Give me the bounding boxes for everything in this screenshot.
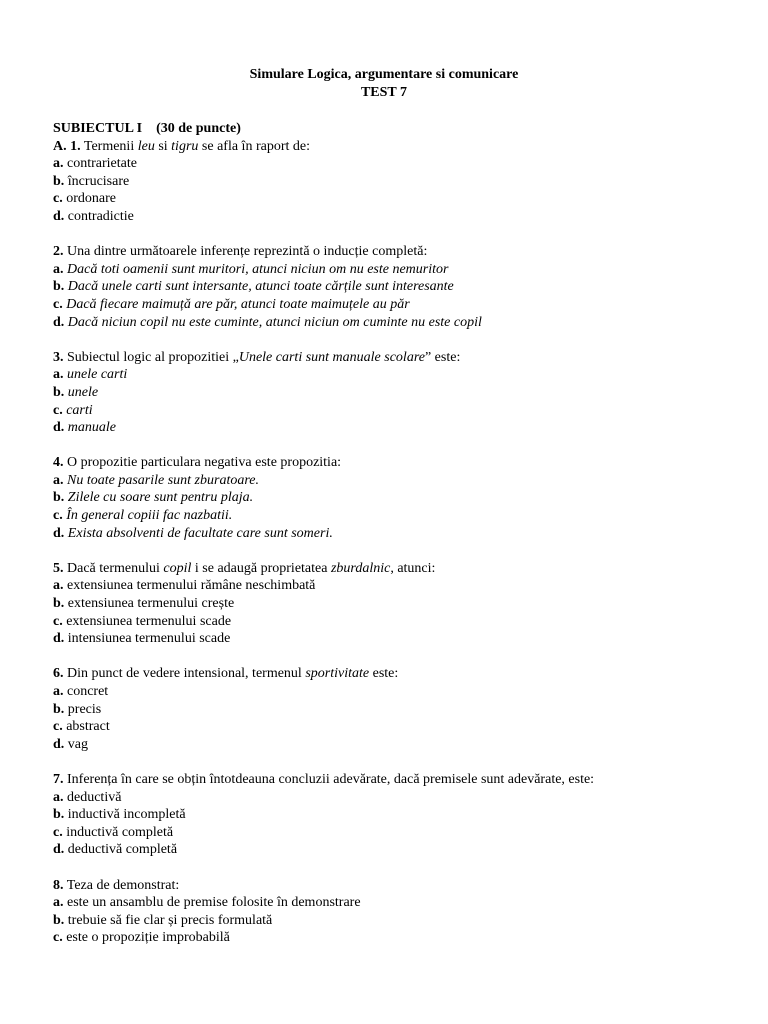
option-letter: a.: [53, 261, 64, 277]
option-letter: d.: [53, 208, 65, 224]
question-3: [53, 349, 743, 437]
option-a: [53, 894, 743, 912]
stem-text: Din punct de vedere intensional, termenul: [63, 666, 306, 682]
option-text: concret: [63, 684, 109, 699]
stem-term: tigru: [171, 138, 199, 154]
option-text: Dacă toti oamenii sunt muritori, atunci niciun om nu este nemuritor: [63, 261, 449, 277]
question-5-stem: [53, 560, 743, 578]
option-d: [53, 736, 743, 754]
option-letter: b.: [53, 701, 65, 717]
option-text: deductivă completă: [64, 842, 178, 858]
option-letter: a.: [53, 578, 64, 594]
option-letter: d.: [53, 525, 65, 541]
question-number: 7.: [53, 771, 64, 787]
stem-text: Una dintre următoarele inferențe reprezintă o inducție completă:: [63, 244, 428, 260]
option-b: [53, 701, 743, 719]
question-number: 5.: [53, 560, 64, 576]
option-letter: d.: [53, 842, 65, 858]
question-number: 6.: [53, 666, 64, 682]
option-letter: b.: [53, 490, 65, 506]
option-a: [53, 683, 743, 701]
option-a: [53, 155, 743, 173]
option-text: vag: [64, 736, 89, 752]
option-d: [53, 841, 743, 859]
option-b: [53, 278, 743, 296]
question-1: [53, 138, 743, 226]
option-text: contradictie: [64, 208, 134, 224]
option-c: [53, 929, 743, 947]
option-text: manuale: [64, 420, 117, 436]
option-b: [53, 806, 743, 824]
option-c: [53, 402, 743, 420]
question-4-stem: [53, 454, 743, 472]
option-letter: c.: [53, 296, 63, 312]
option-text: Exista absolventi de facultate care sunt someri.: [64, 525, 333, 541]
option-c: [53, 613, 743, 631]
option-b: [53, 384, 743, 402]
subject-header: SUBIECTUL I (30 de puncte): [53, 121, 241, 136]
stem-quote: Unele carti sunt manuale scolare: [238, 349, 425, 365]
option-letter: b.: [53, 596, 65, 612]
stem-text: Teza de demonstrat:: [63, 877, 180, 893]
option-b: [53, 595, 743, 613]
option-text: contrarietate: [63, 156, 137, 172]
option-letter: b.: [53, 912, 65, 928]
option-a: [53, 789, 743, 807]
option-letter: b.: [53, 173, 65, 189]
option-text: carti: [62, 402, 93, 418]
question-2: [53, 243, 743, 331]
option-letter: c.: [53, 613, 63, 629]
question-8: [53, 877, 743, 947]
stem-text: Dacă termenului: [63, 560, 164, 576]
stem-text: O propozitie particulara negativa este propozitia:: [63, 455, 342, 471]
question-number: 8.: [53, 877, 64, 893]
document-body: [53, 120, 743, 965]
option-text: intensiunea termenului scade: [64, 631, 231, 647]
option-d: [53, 208, 743, 226]
option-b: [53, 173, 743, 191]
option-letter: c.: [53, 402, 63, 418]
question-number: 1.: [70, 138, 81, 154]
option-c: [53, 824, 743, 842]
option-letter: a.: [53, 789, 64, 805]
option-letter: b.: [53, 384, 65, 400]
option-b: [53, 489, 743, 507]
option-letter: d.: [53, 631, 65, 647]
question-1-stem: [53, 138, 743, 156]
title-line-1: Simulare Logica, argumentare si comunicare: [249, 67, 519, 82]
option-text: este un ansamblu de premise folosite în demonstrare: [63, 895, 361, 911]
stem-text: ” este:: [424, 349, 461, 365]
question-7: [53, 771, 743, 859]
option-letter: c.: [53, 930, 63, 946]
option-text: inductivă incompletă: [64, 807, 186, 823]
option-d: [53, 630, 743, 648]
document-title: [0, 66, 768, 101]
option-text: încrucisare: [64, 173, 130, 189]
option-text: abstract: [62, 719, 110, 735]
stem-term: zburdalnic: [330, 560, 391, 576]
question-2-stem: [53, 243, 743, 261]
option-a: [53, 577, 743, 595]
option-c: [53, 718, 743, 736]
question-number: 4.: [53, 455, 64, 471]
stem-term: leu: [137, 138, 155, 154]
option-a: [53, 366, 743, 384]
stem-text: este:: [369, 666, 399, 682]
option-b: [53, 912, 743, 930]
option-letter: a.: [53, 156, 64, 172]
option-letter: c.: [53, 508, 63, 524]
option-d: [53, 314, 743, 332]
question-number: 2.: [53, 244, 64, 260]
title-line-2: TEST 7: [360, 84, 408, 100]
stem-text: i se adaugă proprietatea: [191, 560, 331, 576]
option-letter: a.: [53, 684, 64, 699]
option-letter: d.: [53, 420, 65, 436]
option-text: În general copiii fac nazbatii.: [62, 508, 233, 524]
option-text: trebuie să fie clar și precis formulată: [64, 912, 273, 928]
question-3-stem: [53, 349, 743, 367]
option-c: [53, 507, 743, 525]
option-text: extensiunea termenului rămâne neschimbată: [63, 578, 316, 594]
stem-text: si: [154, 138, 172, 154]
option-c: [53, 296, 743, 314]
stem-text: Termenii: [80, 138, 138, 154]
stem-text: Subiectul logic al propozitiei „: [63, 349, 239, 365]
option-c: [53, 190, 743, 208]
question-8-stem: [53, 877, 743, 895]
option-d: [53, 525, 743, 543]
option-text: precis: [64, 701, 102, 717]
stem-text: , atunci:: [390, 560, 436, 576]
option-text: Zilele cu soare sunt pentru plaja.: [64, 490, 254, 506]
question-4: [53, 454, 743, 542]
option-letter: a.: [53, 367, 64, 383]
option-text: unele: [64, 384, 99, 400]
section-label: A.: [53, 138, 67, 154]
option-text: extensiunea termenului scade: [62, 613, 232, 629]
option-text: extensiunea termenului crește: [64, 596, 235, 612]
stem-term: copil: [163, 560, 192, 576]
option-text: Dacă niciun copil nu este cuminte, atunci niciun om cuminte nu este copil: [64, 314, 482, 330]
option-letter: a.: [53, 895, 64, 911]
stem-text: se afla în raport de:: [198, 138, 310, 154]
question-6: [53, 665, 743, 753]
option-a: [53, 472, 743, 490]
option-text: inductivă completă: [62, 824, 174, 840]
option-letter: b.: [53, 279, 65, 295]
question-6-stem: [53, 665, 743, 683]
option-letter: c.: [53, 191, 63, 207]
option-letter: b.: [53, 807, 65, 823]
stem-term: sportivitate: [305, 666, 370, 682]
option-d: [53, 419, 743, 437]
question-5: [53, 560, 743, 648]
option-letter: a.: [53, 472, 64, 488]
option-text: Dacă fiecare maimuță are păr, atunci toate maimuțele au păr: [62, 296, 410, 312]
option-text: unele carti: [63, 367, 128, 383]
option-text: Nu toate pasarile sunt zburatoare.: [63, 472, 259, 488]
question-number: 3.: [53, 349, 64, 365]
question-7-stem: [53, 771, 743, 789]
option-letter: d.: [53, 314, 65, 330]
option-letter: c.: [53, 824, 63, 840]
option-text: este o propoziție improbabilă: [62, 930, 230, 946]
option-text: Dacă unele carti sunt intersante, atunci toate cărțile sunt interesante: [64, 279, 454, 295]
stem-text: Inferența în care se obțin întotdeauna concluzii adevărate, dacă premisele sunt adevărate, este:: [63, 771, 595, 787]
option-text: deductivă: [63, 789, 122, 805]
option-letter: d.: [53, 736, 65, 752]
option-text: ordonare: [62, 191, 116, 207]
option-letter: c.: [53, 719, 63, 735]
option-a: [53, 261, 743, 279]
